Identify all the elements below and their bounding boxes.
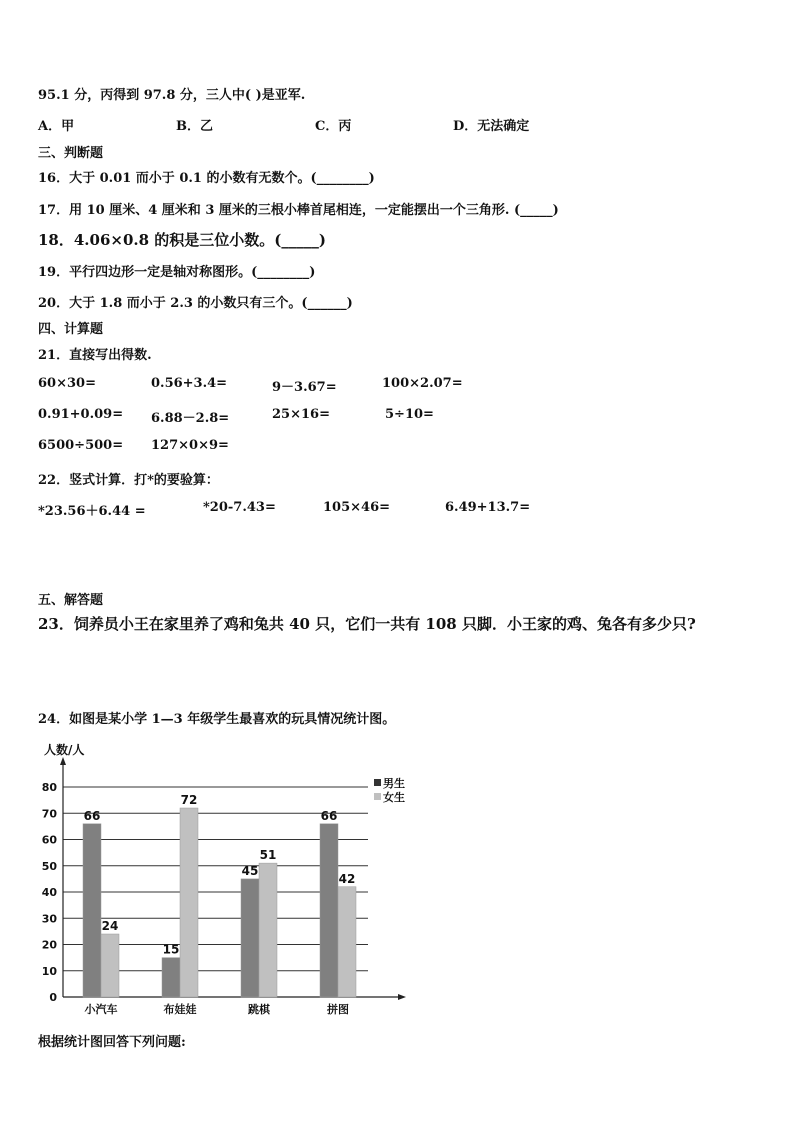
question-23: 23．饲养员小王在家里养了鸡和兔共 40 只，它们一共有 108 只脚．小王家的鸡、兔各有多少只? [38, 615, 696, 633]
calc-item: 0.56+3.4= [151, 376, 228, 391]
section5-title: 五、解答题 [38, 593, 104, 608]
category-label: 拼图 [327, 1003, 349, 1016]
calc-item: 127×0×9= [151, 438, 229, 453]
y-axis-arrow [60, 757, 66, 765]
vertical-calc-item: 105×46= [323, 500, 391, 515]
question-24: 24．如图是某小学 1—3 年级学生最喜欢的玩具情况统计图。 [38, 712, 396, 727]
calc-item: 5÷10= [385, 407, 434, 422]
toy-preference-bar-chart [30, 735, 420, 1020]
bar-girls [259, 863, 277, 997]
bar-girls [101, 934, 119, 997]
calc-item: 6.88－2.8= [151, 411, 230, 426]
bar-boys [83, 824, 101, 997]
section3-title: 三、判断题 [38, 146, 104, 161]
bar-girls [338, 887, 356, 997]
question-24-followup: 根据统计图回答下列问题: [38, 1035, 186, 1050]
q15-option-b: B．乙 [176, 119, 213, 134]
data-label: 51 [259, 848, 277, 863]
question-19: 19．平行四边形一定是轴对称图形。(________) [38, 265, 316, 280]
calc-item: 100×2.07= [382, 376, 463, 391]
vertical-calc-item: 6.49+13.7= [445, 500, 531, 515]
question-16: 16．大于 0.01 而小于 0.1 的小数有无数个。(________) [38, 171, 375, 186]
y-tick-label: 40 [41, 886, 57, 899]
data-label: 15 [162, 942, 180, 957]
calc-item: 9－3.67= [272, 380, 337, 395]
data-label: 45 [241, 863, 259, 878]
calc-item: 6500÷500= [38, 438, 124, 453]
legend-swatch [374, 779, 381, 786]
bar-boys [162, 958, 180, 997]
vertical-calc-item: *23.56＋6.44 = [38, 504, 146, 519]
data-label: 66 [83, 808, 101, 823]
data-label: 72 [180, 793, 198, 807]
q15-option-c: C．丙 [315, 119, 352, 134]
category-labels [85, 1002, 350, 1016]
y-tick-label: 70 [41, 807, 57, 821]
y-tick-label: 30 [41, 912, 57, 926]
calc-item: 0.91+0.09= [38, 407, 124, 422]
question-20: 20．大于 1.8 而小于 2.3 的小数只有三个。(______) [38, 296, 353, 311]
legend-label: 男生 [383, 777, 405, 790]
data-label: 42 [338, 871, 356, 886]
y-axis-label: 人数/人 [44, 743, 85, 757]
q15-option-d: D．无法确定 [453, 119, 530, 134]
section4-title: 四、计算题 [38, 322, 104, 337]
category-label: 小汽车 [84, 1003, 118, 1016]
q15-tail: 95.1 分，丙得到 97.8 分，三人中( )是亚军. [38, 88, 306, 103]
y-tick-label: 60 [41, 833, 57, 847]
legend-swatch [374, 793, 381, 800]
bar-girls [180, 808, 198, 997]
question-17: 17．用 10 厘米、4 厘米和 3 厘米的三根小棒首尾相连，一定能摆出一个三角形. (_____) [38, 203, 559, 218]
bar-boys [320, 824, 338, 997]
x-axis-arrow [398, 994, 406, 1000]
question-21-title: 21．直接写出得数. [38, 348, 152, 363]
vertical-calc-item: *20-7.43= [203, 500, 276, 515]
bars [83, 808, 356, 997]
question-22-title: 22．竖式计算．打*的要验算： [38, 473, 219, 488]
calc-item: 60×30= [38, 376, 96, 391]
question-18: 18．4.06×0.8 的积是三位小数。(_____) [38, 231, 326, 249]
y-tick-label: 80 [41, 781, 57, 794]
q15-option-a: A．甲 [38, 119, 75, 134]
legend-label: 女生 [383, 791, 405, 804]
bar-boys [241, 879, 259, 997]
legend [374, 776, 405, 804]
y-tick-label: 20 [41, 938, 57, 952]
y-tick-label: 50 [41, 859, 57, 873]
data-label: 66 [320, 808, 338, 823]
category-label: 布娃娃 [163, 1003, 197, 1016]
calc-item: 25×16= [272, 407, 330, 422]
y-tick-label: 10 [41, 964, 57, 978]
category-label: 跳棋 [248, 1003, 270, 1016]
data-labels [84, 793, 356, 957]
y-tick-label: 0 [49, 991, 57, 1004]
data-label: 24 [101, 919, 119, 933]
y-tick-labels [42, 781, 58, 1004]
